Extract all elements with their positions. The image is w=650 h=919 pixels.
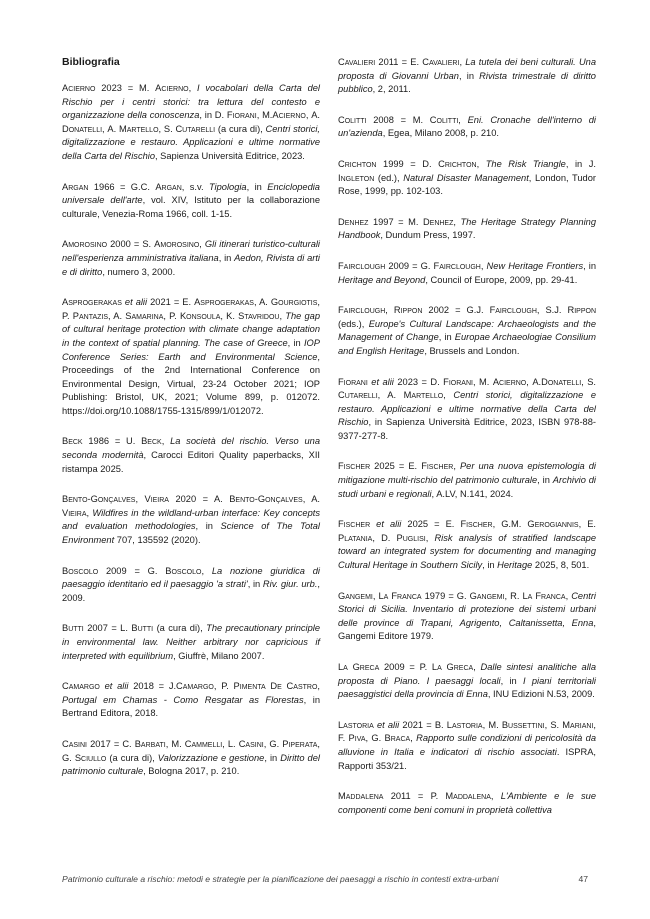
entry-text: , Sapienza Università Editrice, 2023. xyxy=(155,150,305,161)
entry-text: Fiorani xyxy=(226,110,257,121)
entry-text: et alii xyxy=(370,519,402,530)
entry-text: , xyxy=(199,239,205,250)
page-number: 47 xyxy=(578,874,588,884)
bibliography-entry xyxy=(338,376,596,444)
entry-text: 2021 = B. xyxy=(399,719,447,730)
entry-text: Mariani xyxy=(562,719,594,730)
entry-text: , A.LV, N.141, 2024. xyxy=(431,488,514,499)
entry-text: La Greca xyxy=(338,662,380,672)
entry-text: Amorosino xyxy=(154,239,200,250)
entry-text: Asprogerakas xyxy=(194,297,254,308)
right-column xyxy=(338,56,596,834)
entry-text: , xyxy=(425,532,435,543)
entry-text: , G. xyxy=(263,738,283,749)
entry-text: , London, Tudor Rose, 1999, pp. 102-103. xyxy=(338,172,596,197)
entry-text: , in xyxy=(482,560,498,571)
entry-text: , in xyxy=(218,252,235,263)
entry-text: (a cura di), xyxy=(215,123,266,134)
entry-text: , xyxy=(317,681,320,692)
entry-text: Boscolo xyxy=(62,565,99,576)
entry-text: , xyxy=(102,123,108,134)
entry-text: Bussettini xyxy=(501,719,545,730)
entry-text: 2011 = P. xyxy=(383,791,446,802)
entry-text: 2025 = E. xyxy=(401,519,461,530)
bibliography-entry xyxy=(62,435,320,476)
entry-text: Fiorani xyxy=(443,376,473,387)
entry-text: IOP Conference Series: Earth and Environmental Science xyxy=(62,337,320,362)
entry-text: , xyxy=(443,390,454,401)
entry-text: Argan xyxy=(62,181,89,192)
entry-text: , in xyxy=(583,260,596,271)
page-footer xyxy=(62,874,588,884)
entry-text: , S.J. xyxy=(536,305,568,316)
entry-text: Tipologia xyxy=(208,181,247,192)
bibliography-entry xyxy=(338,260,596,287)
entry-text: , xyxy=(158,123,164,134)
entry-text: Barbati xyxy=(134,738,166,749)
entry-text: Centri storici, digitalizzazione e restauro. Applicazioni e ultime normative della Carta del Rischio xyxy=(62,123,320,161)
entry-text: Natural Disaster Management xyxy=(403,172,529,183)
entry-text: , Bologna 2017, p. 210. xyxy=(143,766,240,777)
entry-text: Piperata xyxy=(282,738,318,749)
entry-text: 2009 = G. xyxy=(98,565,166,576)
entry-text: , L. xyxy=(222,738,239,749)
entry-text: The precautionary principle in environmental law. Neither arbitrary nor capricious if interpreted with equilibrium xyxy=(62,623,320,661)
entry-text: Riv. giur. urb. xyxy=(262,579,318,590)
entry-text: Centri storici, digitalizzazione e restauro. Applicazioni e ultime normative della Carta del Rischio xyxy=(338,390,596,428)
entry-text: , INU Edizioni N.53, 2009. xyxy=(487,689,595,700)
entry-text: L'Ambiente e le sue componenti come beni comuni in proprietà collettiva xyxy=(338,791,596,815)
entry-text: 1997 = M. xyxy=(368,216,423,227)
entry-text: Enciclopedia universale dell'arte xyxy=(62,181,320,206)
entry-text: Colitti xyxy=(338,114,367,125)
bibliography-entry xyxy=(338,590,596,644)
entry-text: , Dundum Press, 1997. xyxy=(380,230,476,241)
entry-text: Dalle sintesi analitiche alla proposta di Piano. I paesaggi locali xyxy=(338,662,597,686)
entry-text: , xyxy=(565,590,572,601)
entry-text: Heritage xyxy=(497,560,533,571)
entry-text: , xyxy=(410,733,417,744)
entry-text: La Franca xyxy=(522,590,566,601)
bibliography-entry xyxy=(62,738,320,779)
entry-text: , in Sapienza Università Editrice, 2023, ISBN 978-88-9377-277-8. xyxy=(338,417,596,441)
entry-text: Gli itinerari turistico-culturali nell'esperienza amministrativa italiana xyxy=(62,239,320,263)
entry-text: 2025, 8, 501. xyxy=(532,560,590,571)
entry-text: Puglisi xyxy=(396,532,426,543)
entry-text: Fairclough xyxy=(489,305,537,316)
entry-text: Samarina xyxy=(125,310,164,321)
entry-text: , in xyxy=(458,70,480,81)
entry-text: Bento-Gonçalves xyxy=(229,494,303,505)
entry-text: , xyxy=(473,662,481,672)
entry-text: , P. xyxy=(163,310,180,321)
bibliography-entry xyxy=(338,56,596,97)
entry-text: La Greca xyxy=(431,662,474,672)
entry-text: 2000 = S. xyxy=(107,239,155,250)
entry-text: Heritage and Beyond xyxy=(338,274,426,285)
entry-text: , in xyxy=(247,579,263,590)
entry-text: Maddalena xyxy=(338,791,384,802)
footer-title: Patrimonio culturale a rischio: metodi e strategie per la pianificazione dei paesaggi a rischio in contesti extra-urbani xyxy=(62,874,499,884)
entry-text: Amorosino xyxy=(62,239,108,250)
entry-text: , xyxy=(188,83,197,93)
entry-text: Gangemi, La Franca xyxy=(338,590,422,601)
entry-text: A. Donatelli xyxy=(62,110,320,134)
entry-text: S. Cutarelli xyxy=(163,123,216,134)
entry-text: , F. xyxy=(338,719,596,744)
entry-text: , in xyxy=(500,675,523,686)
entry-text: I vocabolari della Carta del Rischio per i centri storici: tra lettura del contesto e organizzazione della conoscenza xyxy=(62,83,320,121)
entry-text: Camargo xyxy=(176,681,214,692)
entry-text: , xyxy=(453,461,460,472)
entry-text: M.Acierno xyxy=(262,110,306,121)
entry-text: 2011 = E. xyxy=(375,57,423,67)
entry-text: The gap of cultural heritage protection with climate change adaptation in the context of spatial planning. The case of Greece xyxy=(62,310,320,348)
entry-text: Martello xyxy=(403,390,444,401)
entry-text: Casini xyxy=(238,738,264,749)
entry-text: , in D. xyxy=(199,110,227,121)
bibliography-entry xyxy=(338,114,596,141)
entry-text: Fairclough, Rippon xyxy=(338,305,423,316)
bibliography-entry xyxy=(338,158,596,199)
entry-text: 1979 = G. xyxy=(421,590,470,601)
entry-text: 2018 = J. xyxy=(128,681,177,692)
bibliography-entry xyxy=(62,238,320,279)
entry-text: Beck xyxy=(62,436,83,447)
entry-text: Portugal em Chamas - Como Resgatar as Florestas xyxy=(62,694,304,705)
entry-text: , Brussels and London. xyxy=(424,345,520,356)
bibliography-entry xyxy=(338,304,596,358)
entry-text: Gerogiannis xyxy=(527,519,579,530)
entry-text: , in xyxy=(264,752,281,763)
entry-text: 2023 = D. xyxy=(393,376,444,387)
entry-text: Acierno xyxy=(155,83,189,93)
entry-text: , M. xyxy=(472,376,493,387)
entry-text: Acierno xyxy=(492,376,527,387)
entry-text: . ISPRA, Rapporti 353/21. xyxy=(338,746,596,771)
entry-text: Valorizzazione e gestione xyxy=(157,752,265,763)
entry-text: Konsoula xyxy=(179,310,221,321)
entry-text: , in xyxy=(537,475,553,486)
entry-text: , vol. XIV, Istituto per la collaborazione culturale, Venezia-Roma 1966, coll. 1-15. xyxy=(62,195,320,219)
entry-text: 2021 = E. xyxy=(147,297,195,308)
entry-text: Europe's Cultural Landscape: Archaeologists and the Management of Change xyxy=(338,318,597,343)
entry-text: Lastoria xyxy=(446,719,483,730)
entry-text: 2025 = E. xyxy=(370,461,422,472)
bibliography-entry xyxy=(338,661,596,702)
entry-text: , E. xyxy=(578,519,596,530)
entry-text: , in xyxy=(287,337,304,348)
entry-text: 2002 = G.J. xyxy=(422,305,490,316)
entry-text: Vieira xyxy=(62,507,87,518)
entry-text: 1986 = U. xyxy=(82,436,142,447)
entry-text: Acierno xyxy=(62,83,96,93)
entry-text: 2017 = C. xyxy=(87,738,135,749)
entry-text: Crichton xyxy=(438,158,477,169)
entry-text: , P. xyxy=(213,681,234,692)
entry-text: , G. xyxy=(365,733,385,744)
entry-text: Pimenta De Castro xyxy=(233,681,318,692)
entry-text: , in xyxy=(195,521,221,532)
entry-text: The Heritage Strategy Planning Handbook xyxy=(338,216,596,241)
entry-text: 2020 = A. xyxy=(168,494,230,505)
entry-text: , in J. xyxy=(565,158,596,169)
entry-text: I piani territoriali paesaggistici della provincia di Enna xyxy=(338,675,596,700)
entry-text: , xyxy=(256,110,263,121)
entry-text: Cavalieri xyxy=(338,57,376,67)
entry-text: Rivista trimestrale di diritto pubblico xyxy=(338,70,596,95)
entry-text: Wildfires in the wildland-urban interface: Key concepts and evaluation methodologies xyxy=(62,507,321,532)
entry-text: Fischer xyxy=(460,519,493,530)
entry-text: et alii xyxy=(373,719,400,730)
bibliography-entry xyxy=(62,565,320,606)
entry-text: , xyxy=(279,310,286,321)
entry-text: , P. xyxy=(62,297,321,321)
entry-text: Fischer xyxy=(338,519,371,530)
entry-text: A. Martello xyxy=(107,123,159,134)
entry-text: , numero 3, 2000. xyxy=(102,266,176,277)
entry-text: , xyxy=(161,436,171,447)
entry-text: Aedon, Rivista di arti e di diritto xyxy=(62,252,320,277)
entry-text: Per una nuova epistemologia di mitigazione multi-rischio del patrimonio culturale xyxy=(338,461,597,486)
entry-text: Centri Storici di Sicilia. Inventario di protezione dei sistemi urbani delle province di Trapani, Agrigento, Caltanissetta, Enna xyxy=(338,590,597,628)
entry-text: Eni. Cronache dell'interno di un'azienda xyxy=(338,114,596,139)
entry-text: , xyxy=(453,216,461,227)
bibliography-entry xyxy=(62,181,320,222)
entry-text: , M. xyxy=(165,738,185,749)
entry-text: Science of The Total Environment xyxy=(62,521,320,546)
entry-text: , M. xyxy=(482,719,502,730)
entry-text: Diritto del patrimonio culturale xyxy=(62,752,320,777)
entry-text: , A. xyxy=(253,297,271,308)
entry-text: , Council of Europe, 2009, pp. 29-41. xyxy=(425,274,578,285)
entry-text: Pantazis xyxy=(72,310,109,321)
entry-text: , in xyxy=(438,332,455,343)
entry-text: (eds.), xyxy=(338,318,369,329)
entry-text: Platania xyxy=(338,532,373,543)
entry-text: , in Bertrand Editora, 2018. xyxy=(62,694,320,719)
entry-text: Rapporto sulle condizioni di pericolosità da alluvione in Italia e indicatori di rischio associati xyxy=(338,733,596,757)
entry-text: Braca xyxy=(384,733,411,744)
entry-text: New Heritage Frontiers xyxy=(486,260,584,271)
entry-text: Fairclough xyxy=(338,260,386,271)
bibliography-entry xyxy=(62,296,320,418)
entry-text: , xyxy=(305,110,312,121)
entry-text: Denhez xyxy=(338,216,369,227)
entry-text: Cutarelli xyxy=(338,390,378,401)
entry-text: , xyxy=(490,791,501,802)
entry-text: Rippon xyxy=(567,305,596,316)
entry-text: , S. xyxy=(581,376,596,387)
entry-text: Casini xyxy=(62,738,87,749)
entry-text: Fischer xyxy=(338,461,371,472)
entry-text: , xyxy=(201,565,212,576)
entry-text: Fiorani xyxy=(338,376,368,387)
bibliography-entry xyxy=(338,460,596,501)
entry-text: Argan xyxy=(155,181,182,192)
entry-text: Denhez xyxy=(422,216,454,227)
entry-text: , Proceedings of the 2nd International Conference on Environmental Design, Virtual, 23-24 October 2021; IOP Publishing: Bristol, UK, 2021; Volume 899, p. 012072. https://doi.org/10.1088/1755-1315/899/1/012072. xyxy=(62,351,320,416)
entry-text: The Risk Triangle xyxy=(485,158,566,169)
entry-text: Colitti xyxy=(429,114,459,125)
entry-text: , Carocci Editori Quality paperbacks, XII ristampa 2025. xyxy=(62,450,321,474)
entry-text: , S. xyxy=(544,719,563,730)
entry-text: Butti xyxy=(62,623,84,634)
bibliography-entry xyxy=(338,790,596,817)
entry-text: La nozione giuridica di paesaggio identitario ed il paesaggio 'a strati' xyxy=(62,565,320,590)
bibliography-entry xyxy=(338,216,596,243)
entry-text: (ed.), xyxy=(374,172,404,183)
entry-text: , xyxy=(476,158,486,169)
entry-text: , A. xyxy=(108,310,126,321)
entry-text: , 2009. xyxy=(62,579,320,603)
entry-text: , xyxy=(526,376,533,387)
entry-text: Crichton xyxy=(338,158,377,169)
entry-text: , Gangemi Editore 1979. xyxy=(338,617,596,642)
entry-text: Gangemi xyxy=(469,590,505,601)
section-heading: Bibliografia xyxy=(62,56,120,68)
entry-text: Gourgiotis xyxy=(270,297,318,308)
entry-text: Sciullo xyxy=(74,752,107,763)
entry-text: , A. xyxy=(302,494,321,505)
entry-text: , K. xyxy=(220,310,239,321)
entry-text: Cammelli xyxy=(184,738,223,749)
entry-text: (a cura di), xyxy=(153,623,207,634)
entry-text: , in xyxy=(246,181,268,192)
entry-text: , s.v. xyxy=(181,181,209,192)
entry-text: 1999 = D. xyxy=(376,158,439,169)
entry-text: Fischer xyxy=(421,461,454,472)
entry-text: et alii xyxy=(367,376,394,387)
entry-text: et alii xyxy=(99,681,129,692)
entry-text: , xyxy=(458,114,468,125)
entry-text: , Giuffrè, Milano 2007. xyxy=(173,650,265,661)
entry-text: , R. xyxy=(504,590,523,601)
left-column xyxy=(62,56,320,796)
entry-text: et alii xyxy=(121,297,148,308)
entry-text: Fairclough xyxy=(433,260,481,271)
entry-text: Risk analysis of stratified landscape toward an integrated system for documenting and managing Cultural Heritage in Southern Sicily xyxy=(338,532,597,571)
entry-text: , Egea, Milano 2008, p. 210. xyxy=(382,128,499,139)
entry-text: , xyxy=(480,260,487,271)
entry-text: 2009 = P. xyxy=(379,662,432,672)
entry-text: Butti xyxy=(131,623,154,634)
bibliography-entry xyxy=(62,622,320,663)
entry-text: A.Donatelli xyxy=(532,376,582,387)
entry-text: 2009 = G. xyxy=(385,260,434,271)
entry-text: Beck xyxy=(141,436,162,447)
entry-text: 1966 = G.C. xyxy=(88,181,156,192)
entry-text: , 2, 2011. xyxy=(372,84,411,95)
bibliography-entry xyxy=(338,719,596,773)
entry-text: , xyxy=(86,507,93,518)
entry-text: , xyxy=(459,57,466,67)
entry-text: 2008 = M. xyxy=(366,114,430,125)
entry-text: La tutela dei beni culturali. Una proposta di Giovanni Urban xyxy=(338,57,596,81)
entry-text: , D. xyxy=(372,532,397,543)
entry-text: Maddalena xyxy=(445,791,491,802)
bibliography-entry xyxy=(62,680,320,721)
entry-text: 707, 135592 (2020). xyxy=(114,535,201,546)
entry-text: Ingleton xyxy=(338,172,375,183)
bibliography-entry xyxy=(62,82,320,164)
entry-text: 2007 = L. xyxy=(83,623,132,634)
entry-text: Boscolo xyxy=(165,565,202,576)
entry-text: 2023 = M. xyxy=(95,83,156,93)
bibliography-entry xyxy=(338,518,596,572)
entry-text: Piva xyxy=(348,733,366,744)
entry-text: , G.M. xyxy=(492,519,528,530)
entry-text: Camargo xyxy=(62,681,100,692)
entry-text: La società del rischio. Verso una seconda modernità xyxy=(62,436,320,461)
entry-text: Stavridou xyxy=(238,310,280,321)
entry-text: Asprogerakas xyxy=(62,297,122,308)
entry-text: Europae Archaeologiae Consilium and English Heritage xyxy=(338,332,596,356)
bibliography-entry xyxy=(62,493,320,547)
entry-text: Cavalieri xyxy=(422,57,460,67)
entry-text: , G. xyxy=(62,738,320,763)
entry-text: Bento-Gonçalves, Vieira xyxy=(62,494,169,505)
entry-text: Archivio di studi urbani e regionali xyxy=(338,475,596,499)
entry-text: (a cura di), xyxy=(106,752,158,763)
entry-text: , A. xyxy=(377,390,404,401)
entry-text: Lastoria xyxy=(338,719,374,730)
